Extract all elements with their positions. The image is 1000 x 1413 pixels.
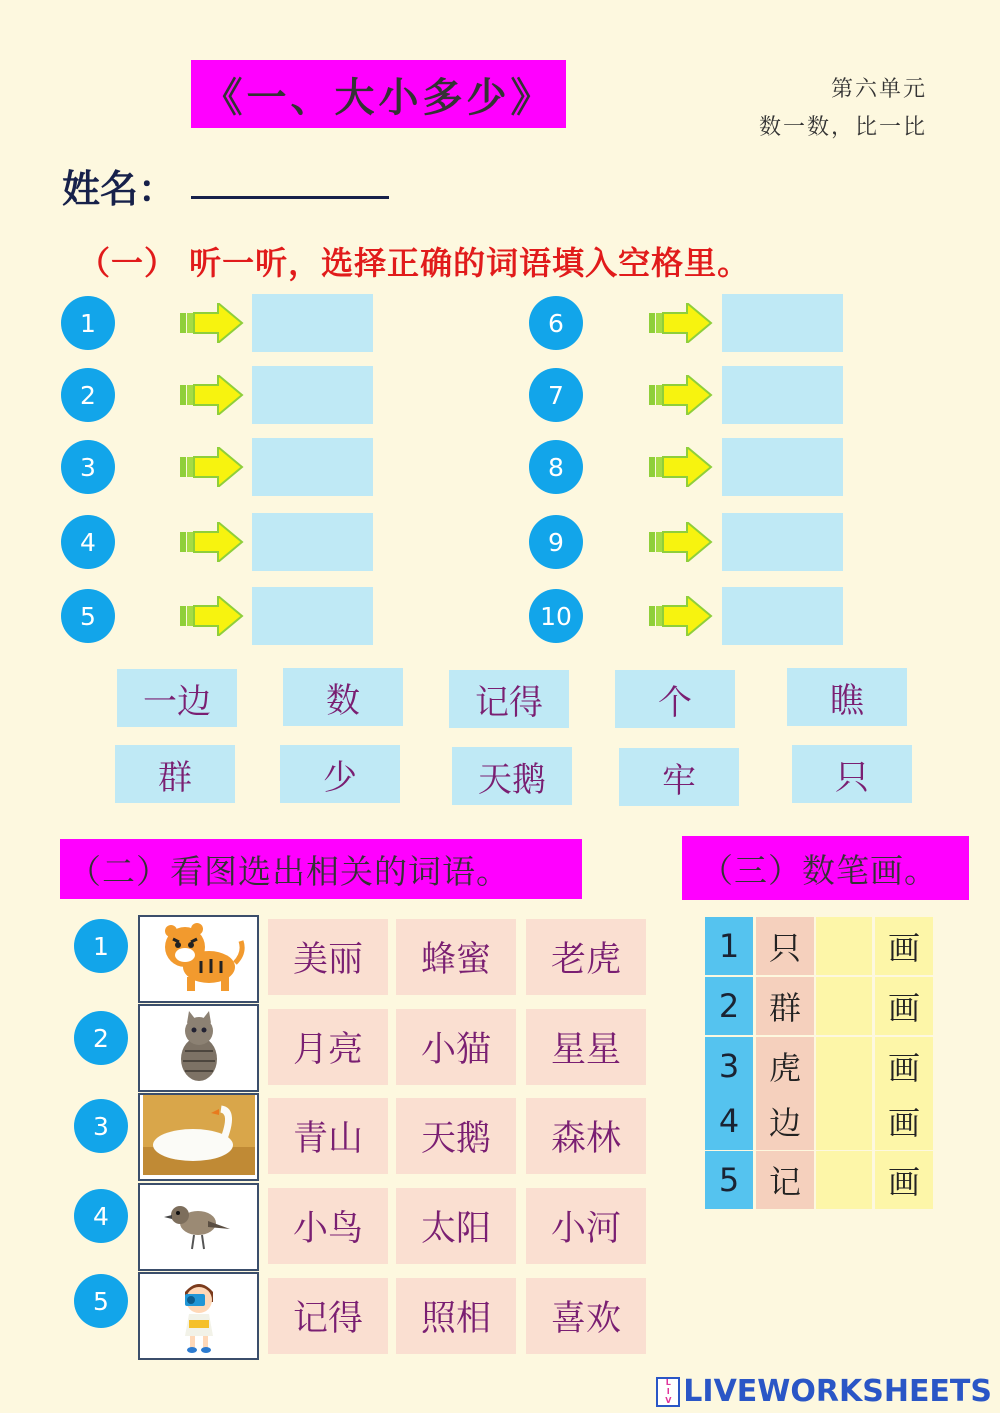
arrow-right-icon	[649, 596, 713, 636]
question-number-badge: 1	[74, 919, 128, 973]
question-number-badge: 9	[529, 515, 583, 569]
name-input-line[interactable]	[191, 196, 389, 199]
stroke-character: 记	[756, 1151, 814, 1209]
stroke-row-number: 1	[705, 917, 753, 975]
word-bank-item[interactable]: 瞧	[787, 668, 907, 726]
word-choice-option[interactable]: 月亮	[268, 1009, 388, 1085]
stroke-unit-label: 画	[875, 977, 933, 1035]
answer-input-box[interactable]	[722, 366, 843, 424]
stroke-row-number: 5	[705, 1151, 753, 1209]
stroke-unit-label: 画	[875, 1151, 933, 1209]
question-number-badge: 5	[61, 589, 115, 643]
answer-input-box[interactable]	[722, 513, 843, 571]
stroke-count-input[interactable]	[816, 977, 872, 1035]
word-choice-option[interactable]: 星星	[526, 1009, 646, 1085]
picture-cell	[138, 1272, 259, 1360]
word-choice-option[interactable]: 森林	[526, 1098, 646, 1174]
word-bank-item[interactable]: 个	[615, 670, 735, 728]
child-camera-icon	[175, 1274, 223, 1358]
cat-icon	[169, 1007, 229, 1089]
answer-input-box[interactable]	[722, 294, 843, 352]
stroke-row-number: 4	[705, 1092, 753, 1150]
word-choice-option[interactable]: 美丽	[268, 919, 388, 995]
answer-input-box[interactable]	[722, 438, 843, 496]
word-bank-item[interactable]: 记得	[449, 670, 569, 728]
question-number-badge: 6	[529, 296, 583, 350]
question-number-badge: 2	[61, 368, 115, 422]
answer-input-box[interactable]	[252, 587, 373, 645]
word-choice-option[interactable]: 太阳	[396, 1188, 516, 1264]
picture-cell	[138, 1093, 259, 1181]
stroke-count-input[interactable]	[816, 1151, 872, 1209]
stroke-character: 边	[756, 1092, 814, 1150]
answer-input-box[interactable]	[252, 438, 373, 496]
word-choice-option[interactable]: 青山	[268, 1098, 388, 1174]
answer-input-box[interactable]	[722, 587, 843, 645]
stroke-unit-label: 画	[875, 917, 933, 975]
word-choice-option[interactable]: 小河	[526, 1188, 646, 1264]
unit-subtitle: 数一数，比一比	[758, 115, 927, 140]
word-choice-option[interactable]: 蜂蜜	[396, 919, 516, 995]
word-choice-option[interactable]: 小猫	[396, 1009, 516, 1085]
picture-cell	[138, 915, 259, 1003]
question-number-badge: 3	[74, 1099, 128, 1153]
stroke-character: 只	[756, 917, 814, 975]
question-number-badge: 1	[61, 296, 115, 350]
word-bank-item[interactable]: 天鹅	[452, 747, 572, 805]
question-number-badge: 10	[529, 589, 583, 643]
arrow-right-icon	[180, 447, 244, 487]
section1-instruction: （一） 听一听，选择正确的词语填入空格里。	[78, 244, 751, 282]
question-number-badge: 4	[61, 515, 115, 569]
question-number-badge: 8	[529, 440, 583, 494]
section2-header: （二）看图选出相关的词语。	[60, 839, 582, 899]
tiger-icon	[151, 917, 247, 1001]
word-bank-item[interactable]: 牢	[619, 748, 739, 806]
page-title: 《一、大小多少》	[191, 60, 566, 128]
question-number-badge: 5	[74, 1274, 128, 1328]
stroke-character: 虎	[756, 1037, 814, 1095]
word-bank-item[interactable]: 一边	[117, 669, 237, 727]
word-choice-option[interactable]: 记得	[268, 1278, 388, 1354]
stroke-count-input[interactable]	[816, 1092, 872, 1150]
name-label: 姓名：	[62, 167, 177, 211]
word-choice-option[interactable]: 照相	[396, 1278, 516, 1354]
brand-text: LIVEWORKSHEETS	[683, 1374, 992, 1409]
arrow-right-icon	[180, 596, 244, 636]
answer-input-box[interactable]	[252, 294, 373, 352]
liveworksheets-logo	[656, 1374, 992, 1409]
stroke-character: 群	[756, 977, 814, 1035]
stroke-row-number: 2	[705, 977, 753, 1035]
answer-input-box[interactable]	[252, 366, 373, 424]
swan-icon	[143, 1095, 255, 1179]
stroke-count-input[interactable]	[816, 917, 872, 975]
word-bank-item[interactable]: 少	[280, 745, 400, 803]
word-choice-option[interactable]: 喜欢	[526, 1278, 646, 1354]
arrow-right-icon	[180, 522, 244, 562]
arrow-right-icon	[649, 522, 713, 562]
word-choice-option[interactable]: 天鹅	[396, 1098, 516, 1174]
word-bank-item[interactable]: 数	[283, 668, 403, 726]
arrow-right-icon	[649, 447, 713, 487]
question-number-badge: 7	[529, 368, 583, 422]
arrow-right-icon	[180, 303, 244, 343]
word-bank-item[interactable]: 只	[792, 745, 912, 803]
stroke-unit-label: 画	[875, 1037, 933, 1095]
unit-label: 第六单元	[830, 77, 927, 102]
word-choice-option[interactable]: 老虎	[526, 919, 646, 995]
bird-icon	[164, 1195, 234, 1259]
question-number-badge: 2	[74, 1011, 128, 1065]
picture-cell	[138, 1183, 259, 1271]
live-badge-icon: L I V	[656, 1377, 680, 1407]
arrow-right-icon	[649, 375, 713, 415]
stroke-count-input[interactable]	[816, 1037, 872, 1095]
word-bank-item[interactable]: 群	[115, 745, 235, 803]
arrow-right-icon	[180, 375, 244, 415]
question-number-badge: 4	[74, 1189, 128, 1243]
stroke-unit-label: 画	[875, 1092, 933, 1150]
answer-input-box[interactable]	[252, 513, 373, 571]
section3-header: （三）数笔画。	[682, 836, 969, 900]
question-number-badge: 3	[61, 440, 115, 494]
picture-cell	[138, 1004, 259, 1092]
word-choice-option[interactable]: 小鸟	[268, 1188, 388, 1264]
stroke-row-number: 3	[705, 1037, 753, 1095]
arrow-right-icon	[649, 303, 713, 343]
